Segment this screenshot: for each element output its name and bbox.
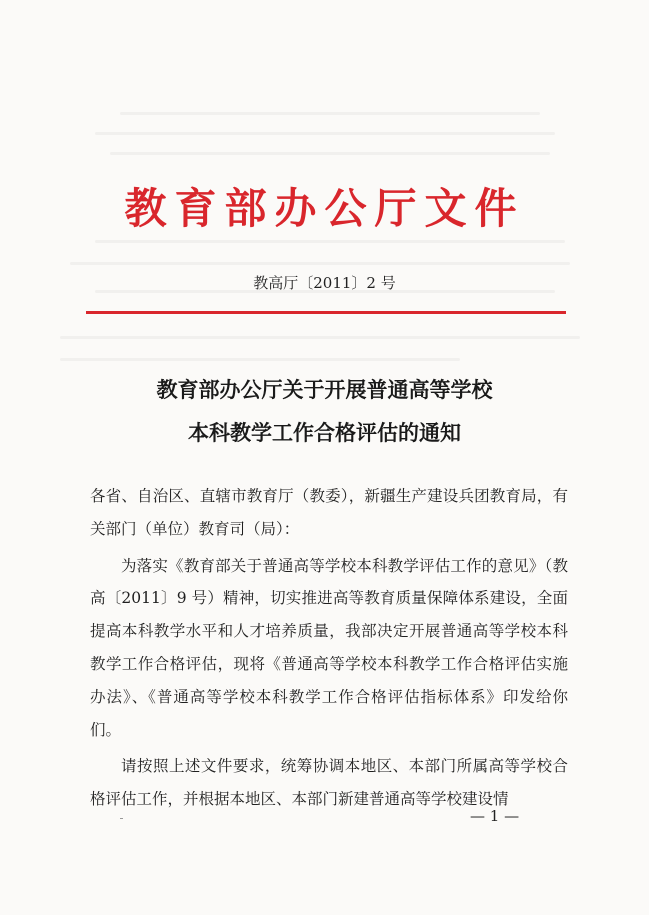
- bleed-through-mark: [110, 152, 550, 155]
- issuer-header-title: 教育部办公厅文件: [124, 184, 525, 233]
- scan-speck: [120, 818, 123, 819]
- bleed-through-mark: [95, 132, 555, 135]
- document-number: 教高厅〔2011〕2 号: [253, 274, 396, 292]
- red-divider-line: [86, 311, 566, 314]
- document-body: [90, 480, 568, 816]
- body-paragraph-2: 请按照上述文件要求，统筹协调本地区、本部门所属高等学校合格评估工作，并根据本地区、本部门新建普通高等学校建设情: [90, 757, 568, 809]
- body-paragraph-1: 为落实《教育部关于普通高等学校本科教学评估工作的意见》（教高〔2011〕9 号）精神，切实推进高等教育质量保障体系建设，全面提高本科教学水平和人才培养质量，我部决定开展普通高等学校本科教学工作合格评估，现将《普通高等学校本科教学工作合格评估实施办法》、《普通高等学校本科教学工作合格评估指标体系》印发给你们。: [90, 556, 568, 739]
- bleed-through-mark: [70, 262, 570, 265]
- bleed-through-mark: [95, 240, 565, 243]
- bleed-through-mark: [60, 336, 580, 339]
- page-number: — 1 —: [470, 807, 520, 825]
- bleed-through-mark: [120, 112, 540, 115]
- addressee-paragraph: 各省、自治区、直辖市教育厅（教委），新疆生产建设兵团教育局，有关部门（单位）教育司（局）：: [90, 487, 568, 538]
- bleed-through-mark: [60, 358, 460, 361]
- notice-title-line-1: 教育部办公厅关于开展普通高等学校: [156, 377, 493, 402]
- notice-title-line-2: 本科教学工作合格评估的通知: [188, 420, 461, 445]
